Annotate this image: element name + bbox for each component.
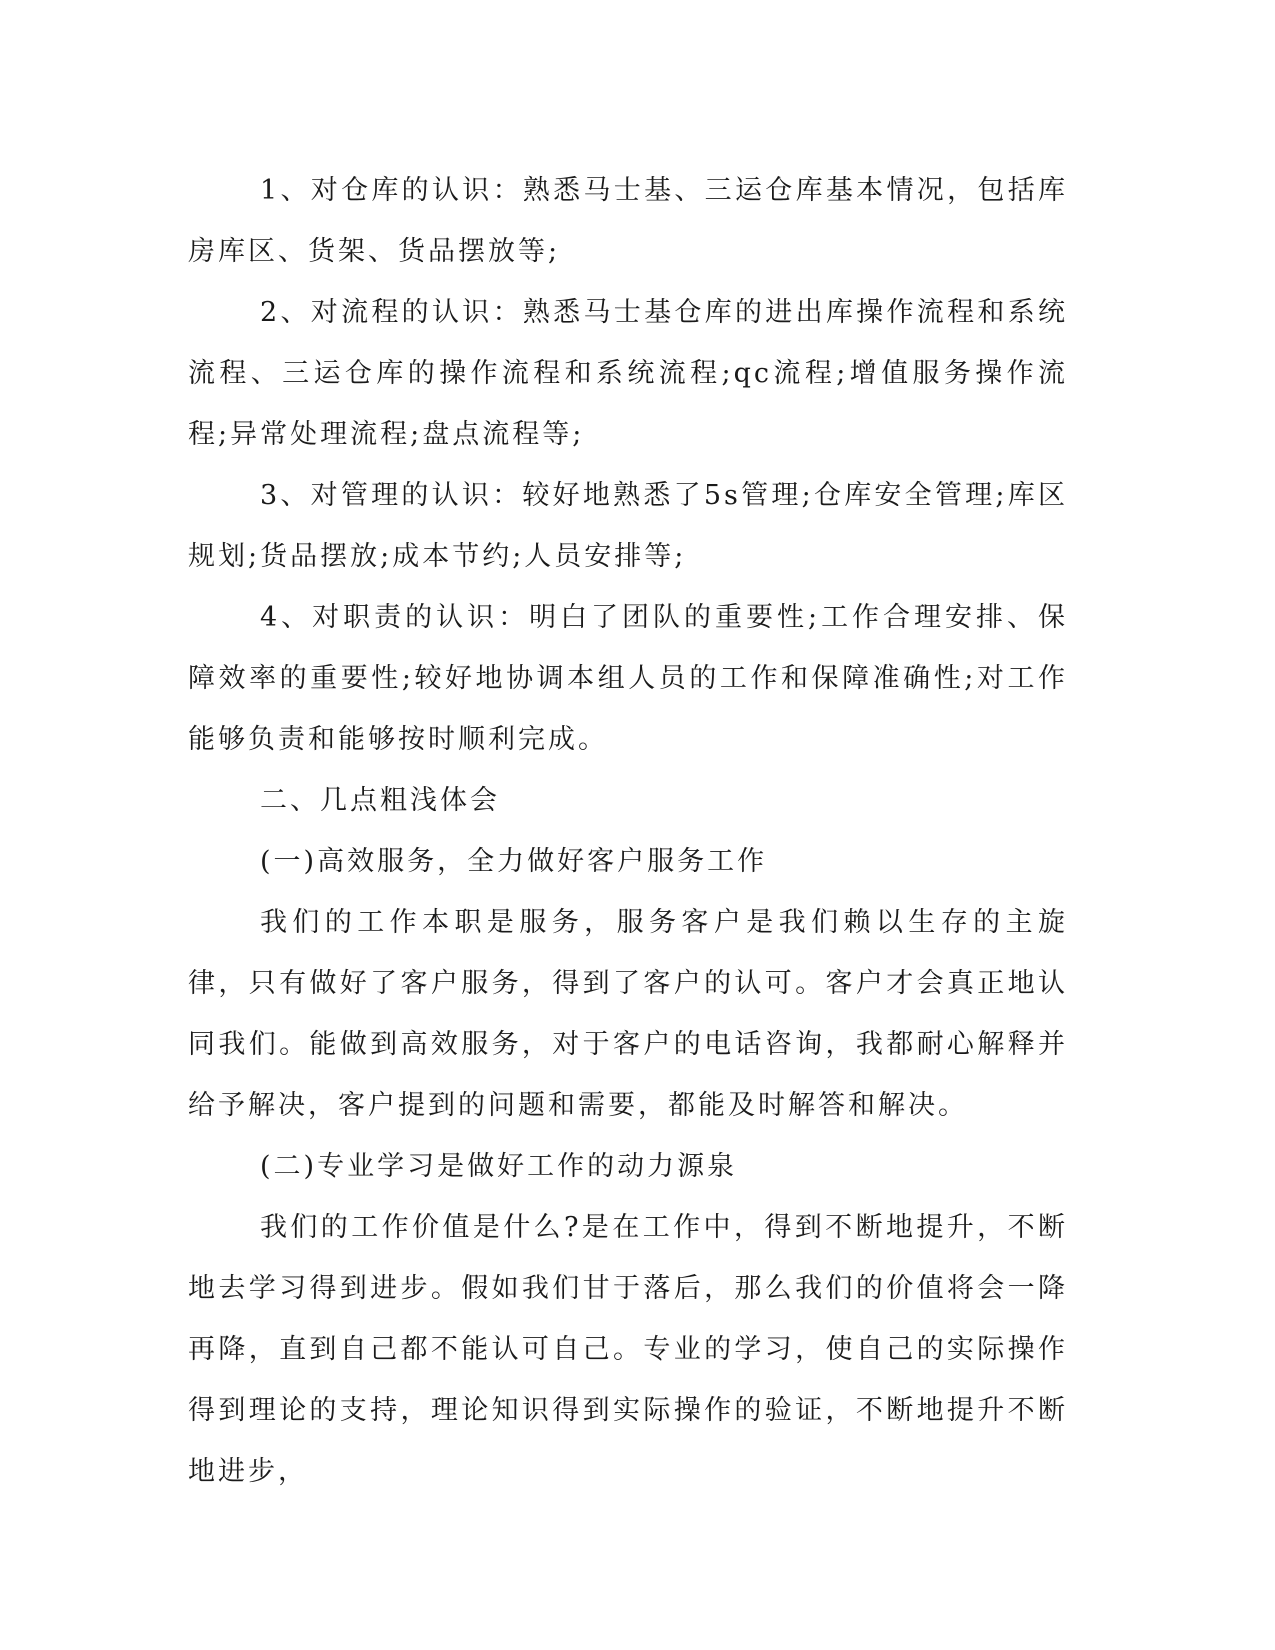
subheading-professional-learning: (二)专业学习是做好工作的动力源泉 [260, 1151, 738, 1182]
document-body [188, 160, 1068, 1502]
subheading-efficient-service: (一)高效服务，全力做好客户服务工作 [260, 846, 768, 877]
paragraph-process-understanding: 2、对流程的认识：熟悉马士基仓库的进出库操作流程和系统流程、三运仓库的操作流程和系统流程;qc流程;增值服务操作流程;异常处理流程;盘点流程等; [188, 297, 1068, 450]
paragraph-customer-service: 我们的工作本职是服务，服务客户是我们赖以生存的主旋律，只有做好了客户服务，得到了客户的认可。客户才会真正地认同我们。能做到高效服务，对于客户的电话咨询，我都耐心解释并给予解决，客户提到的问题和需要，都能及时解答和解决。 [188, 907, 1068, 1121]
paragraph-work-value: 我们的工作价值是什么?是在工作中，得到不断地提升，不断地去学习得到进步。假如我们甘于落后，那么我们的价值将会一降再降，直到自己都不能认可自己。专业的学习，使自己的实际操作得到理论的支持，理论知识得到实际操作的验证，不断地提升不断地进步， [188, 1212, 1068, 1487]
paragraph-warehouse-understanding: 1、对仓库的认识：熟悉马士基、三运仓库基本情况，包括库房库区、货架、货品摆放等; [188, 175, 1068, 267]
paragraph-duty-understanding: 4、对职责的认识：明白了团队的重要性;工作合理安排、保障效率的重要性;较好地协调本组人员的工作和保障准确性;对工作能够负责和能够按时顺利完成。 [188, 602, 1068, 755]
paragraph-management-understanding: 3、对管理的认识：较好地熟悉了5s管理;仓库安全管理;库区规划;货品摆放;成本节约;人员安排等; [188, 480, 1068, 572]
section-heading-experience: 二、几点粗浅体会 [260, 785, 500, 816]
